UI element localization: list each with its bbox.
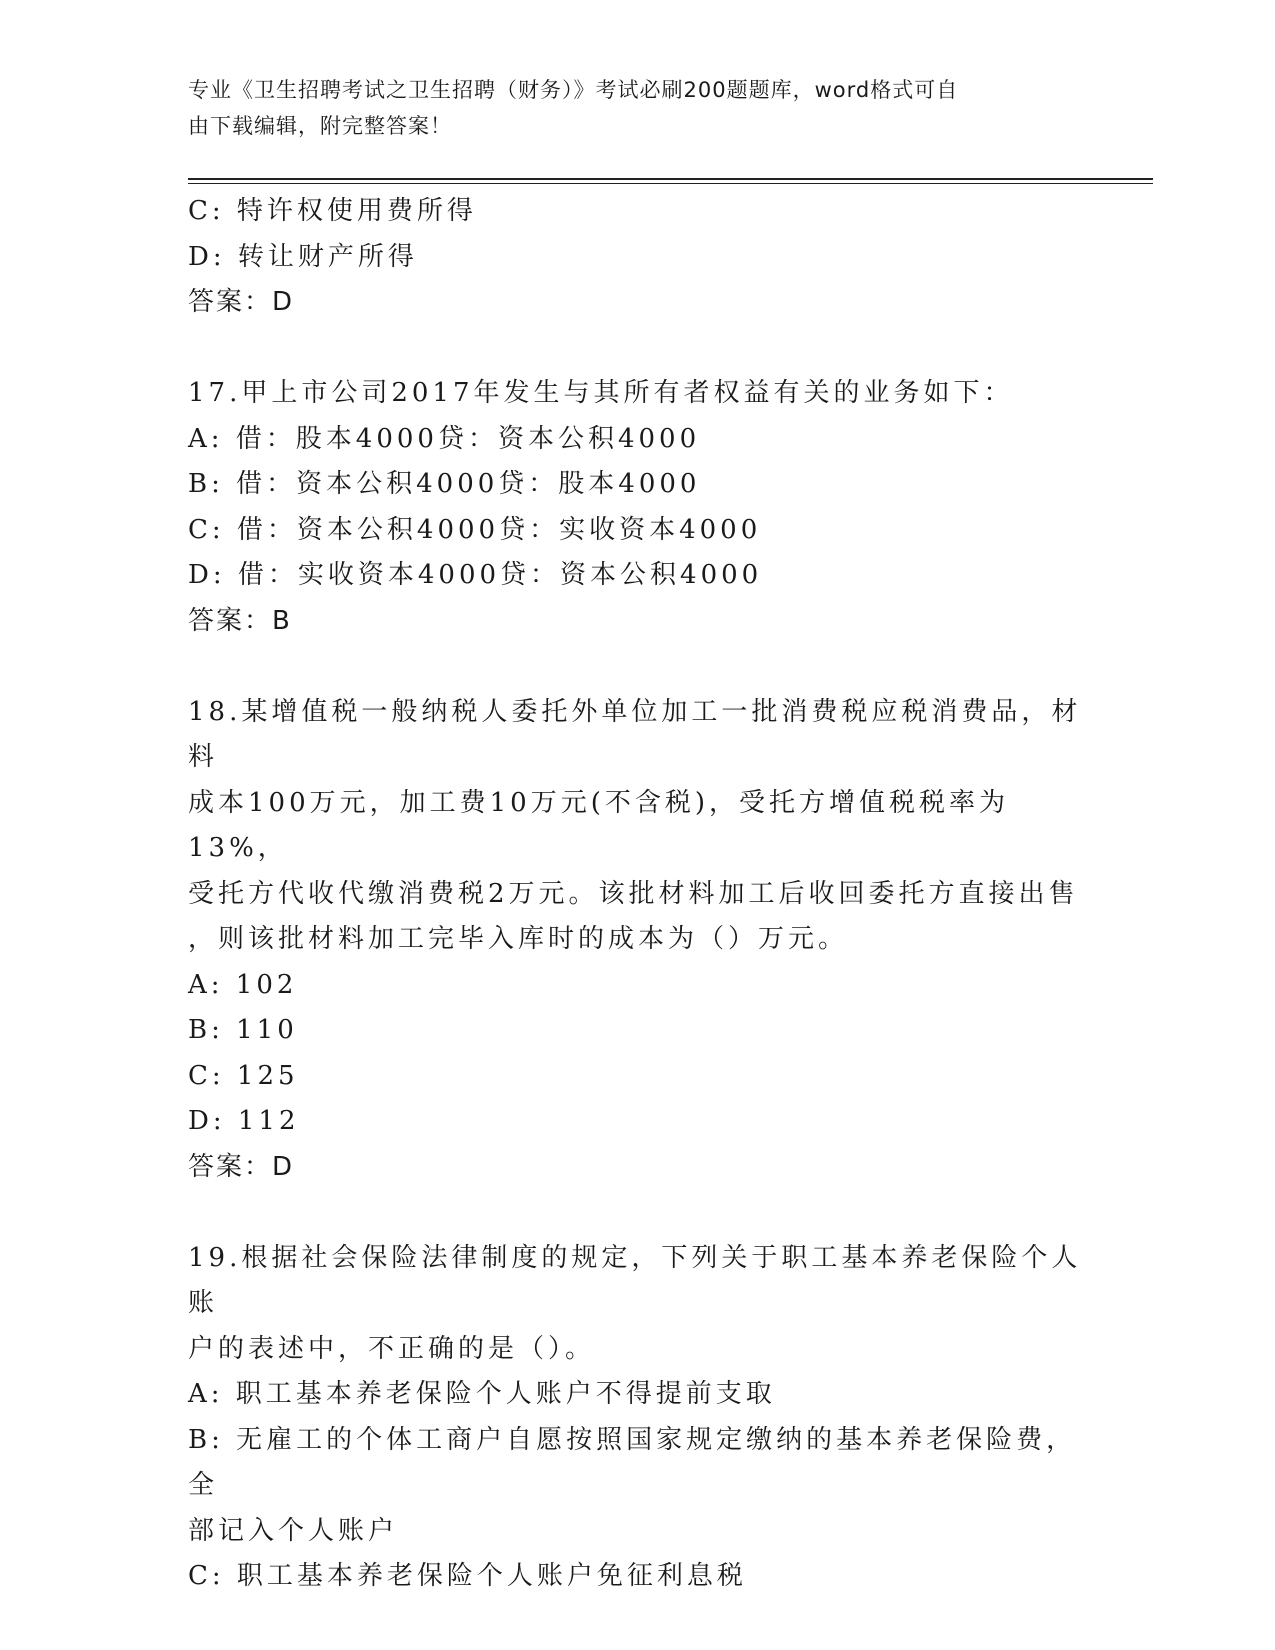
q18-option-b: B: 110 (188, 1015, 298, 1045)
q17-option-a: A: 借：股本4000贷：资本公积4000 (188, 423, 701, 454)
q16-option-d: D: 转让财产所得 (188, 241, 418, 272)
q18-stem-line-4: ，则该批材料加工完毕入库时的成本为（）万元。 (188, 924, 849, 954)
q17-option-b: B: 借：资本公积4000贷：股本4000 (188, 469, 701, 499)
q18-stem-line-1: 18.某增值税一般纳税人委托外单位加工一批消费税应税消费品，材料 (188, 696, 1082, 772)
q19-option-b-line-2: 部记入个人账户 (188, 1515, 399, 1546)
q18-option-d: D: 112 (188, 1106, 300, 1136)
q19-stem-line-2: 户的表述中，不正确的是（）。 (188, 1333, 596, 1364)
q19-stem-line-1: 19.根据社会保险法律制度的规定，下列关于职工基本养老保险个人账 (188, 1242, 1082, 1318)
header-divider-thick (188, 178, 1153, 180)
q18-stem-line-2: 成本100万元，加工费10万元(不含税)，受托方增值税税率为13%， (188, 787, 1009, 863)
question-19 (188, 1236, 1088, 1600)
spacer (188, 644, 1088, 690)
q18-option-a: A: 102 (188, 969, 298, 1000)
header-line-2: 由下载编辑，附完整答案！ (188, 114, 452, 138)
q19-option-a: A: 职工基本养老保险个人账户不得提前支取 (188, 1379, 776, 1409)
q17-answer: 答案：B (188, 605, 292, 636)
document-body (188, 189, 1088, 1600)
question-18 (188, 690, 1088, 1191)
spacer (188, 1190, 1088, 1236)
q18-answer: 答案：D (188, 1151, 295, 1182)
q16-option-c: C: 特许权使用费所得 (188, 196, 477, 226)
q16-answer: 答案：D (188, 287, 295, 317)
q17-stem: 17.甲上市公司2017年发生与其所有者权益有关的业务如下： (188, 378, 1014, 408)
header-line-1: 专业《卫生招聘考试之卫生招聘（财务）》考试必刷200题题库，word格式可自 (188, 78, 959, 102)
q18-stem-line-3: 受托方代收代缴消费税2万元。该批材料加工后收回委托方直接出售 (188, 878, 1079, 909)
q19-option-b-line-1: B: 无雇工的个体工商户自愿按照国家规定缴纳的基本养老保险费，全 (188, 1424, 1077, 1500)
q17-option-d: D: 借：实收资本4000贷：资本公积4000 (188, 560, 763, 590)
spacer (188, 326, 1088, 372)
q19-option-c: C: 职工基本养老保险个人账户免征利息税 (188, 1561, 747, 1591)
question-17 (188, 371, 1088, 644)
document-header (188, 72, 1088, 144)
q18-option-c: C: 125 (188, 1060, 299, 1091)
q17-option-c: C: 借：资本公积4000贷：实收资本4000 (188, 514, 762, 545)
header-divider-thin (188, 183, 1153, 184)
question-16 (188, 189, 1088, 326)
